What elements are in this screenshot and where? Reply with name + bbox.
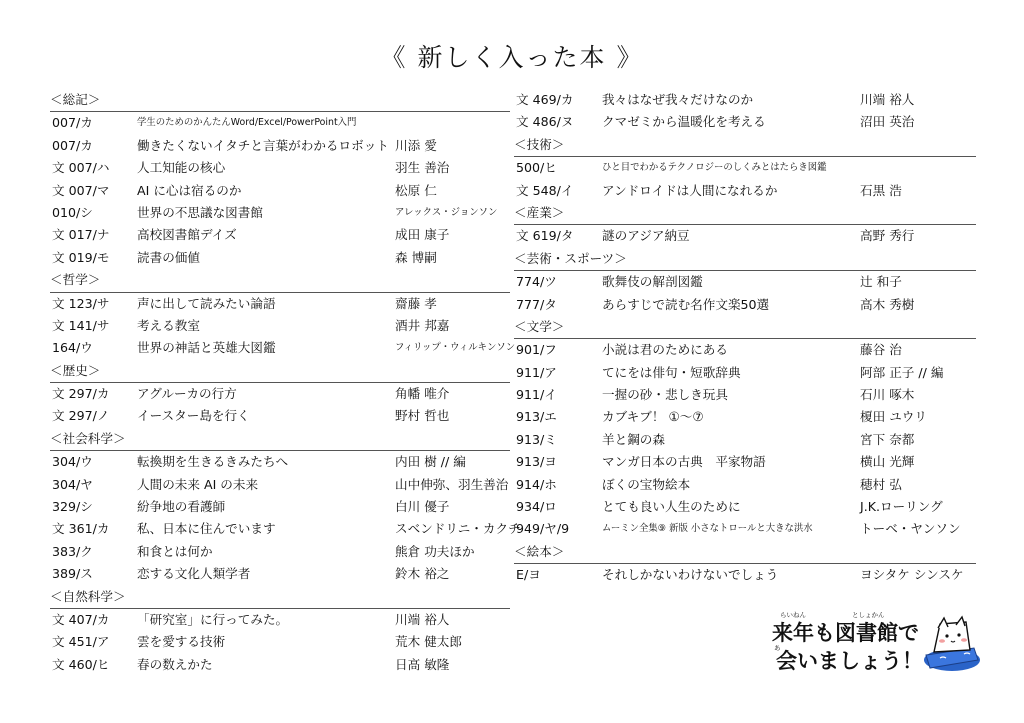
page-title: 《 新しく入った本 》	[380, 43, 644, 72]
call-number: 文 017/ナ	[52, 227, 110, 243]
book-row	[50, 518, 521, 540]
call-number: 911/ア	[516, 364, 557, 380]
book-row	[50, 157, 510, 179]
book-title: 紛争地の看護師	[137, 499, 226, 515]
book-author: 熊倉 功夫ほか	[395, 543, 475, 559]
book-author: 山中伸弥、羽生善治	[395, 476, 509, 492]
book-row	[50, 405, 510, 427]
call-number: 500/ヒ	[516, 160, 557, 176]
book-title: 転換期を生きるきみたちへ	[137, 454, 289, 470]
call-number: 934/ロ	[516, 499, 557, 515]
call-number: 007/カ	[52, 115, 93, 131]
book-author: 内田 樹 // 編	[395, 454, 466, 470]
book-author: 沼田 英治	[860, 114, 915, 130]
book-title: イースター島を行く	[137, 408, 250, 424]
call-number: 383/ク	[52, 543, 93, 559]
book-author: J.K.ローリング	[860, 499, 943, 515]
category-heading: ＜芸術・スポーツ＞	[514, 248, 976, 271]
logo-art	[768, 608, 984, 678]
book-row	[50, 631, 510, 653]
book-title: 歌舞伎の解剖図鑑	[602, 274, 703, 290]
book-row	[50, 654, 510, 676]
book-title: それしかないわけないでしょう	[602, 567, 779, 583]
book-author: 高野 秀行	[860, 228, 915, 244]
left-column	[50, 89, 521, 676]
category-heading: ＜自然科学＞	[50, 586, 510, 609]
call-number: 文 019/モ	[52, 249, 110, 265]
book-title: 羊と鋼の森	[602, 431, 665, 447]
closing-message-logo	[768, 608, 984, 678]
call-number: 007/カ	[52, 137, 93, 153]
logo-ruby-a: あ	[774, 644, 781, 652]
book-row	[50, 541, 510, 563]
call-number: 774/ツ	[516, 274, 557, 290]
category-heading: ＜産業＞	[514, 202, 976, 225]
book-row	[50, 383, 510, 405]
book-row	[514, 111, 976, 133]
book-author: 齋藤 孝	[395, 295, 437, 311]
book-title: 恋する文化人類学者	[137, 566, 251, 582]
book-row	[514, 89, 976, 111]
category-heading: ＜技術＞	[514, 134, 976, 157]
book-title: ムーミン全集⑨ 新版 小さなトロールと大きな洪水	[602, 523, 813, 535]
book-row	[514, 474, 976, 496]
book-row	[50, 337, 516, 359]
book-title: ひと目でわかるテクノロジーのしくみとはたらき図鑑	[602, 162, 827, 174]
book-author: 辻 和子	[860, 274, 902, 290]
book-title: 高校図書館デイズ	[137, 227, 237, 243]
book-title: 我々はなぜ我々だけなのか	[602, 92, 754, 107]
cat-on-book-icon	[924, 617, 980, 671]
book-author: 川端 裕人	[395, 611, 450, 627]
book-title: とても良い人生のために	[602, 499, 741, 515]
book-author: 穂村 弘	[860, 476, 902, 492]
call-number: 文 548/イ	[516, 182, 574, 198]
book-author: ヨシタケ シンスケ	[860, 567, 964, 583]
call-number: 文 619/タ	[516, 228, 574, 244]
book-title: マンガ日本の古典 平家物語	[602, 454, 766, 470]
logo-ruby-rainen: らいねん	[780, 611, 806, 619]
category-heading: ＜社会科学＞	[50, 428, 510, 451]
book-title: 学生のためのかんたんWord/Excel/PowerPoint入門	[137, 117, 357, 129]
call-number: 文 297/カ	[52, 386, 110, 402]
book-row	[50, 180, 510, 202]
book-title: てにをは俳句・短歌辞典	[602, 364, 741, 380]
book-row	[514, 496, 976, 518]
call-number: 901/フ	[516, 342, 557, 358]
logo-line-2: 会いましょう！	[776, 649, 923, 673]
book-title: 世界の不思議な図書館	[137, 204, 263, 220]
book-row	[514, 451, 976, 473]
book-row	[50, 563, 510, 585]
book-title: 人工知能の核心	[137, 160, 226, 176]
book-author: 森 博嗣	[395, 249, 437, 265]
book-author: 阿部 正子 // 編	[860, 364, 944, 380]
book-row	[50, 451, 510, 473]
book-author: 白川 優子	[395, 499, 450, 515]
call-number: 文 123/サ	[52, 295, 110, 311]
book-title: 考える教室	[137, 317, 200, 333]
call-number: 文 469/カ	[516, 92, 574, 107]
book-author: 横山 光輝	[860, 454, 915, 470]
logo-ruby-toshokan: としょかん	[852, 611, 885, 619]
call-number: 文 007/マ	[52, 182, 110, 198]
book-title: 謎のアジア納豆	[602, 228, 690, 244]
category-heading: ＜歴史＞	[50, 360, 510, 383]
book-author: 宮下 奈都	[860, 431, 915, 447]
book-row	[50, 496, 510, 518]
book-author: 藤谷 治	[860, 342, 902, 358]
call-number: 164/ウ	[52, 340, 93, 356]
book-row	[514, 157, 976, 179]
call-number: 913/ヨ	[516, 454, 557, 470]
book-row	[50, 112, 510, 134]
book-author: 川端 裕人	[860, 92, 915, 107]
book-row	[514, 429, 976, 451]
book-row	[514, 294, 976, 316]
call-number: 777/タ	[516, 296, 557, 312]
category-heading: ＜哲学＞	[50, 269, 510, 292]
call-number: 304/ヤ	[52, 476, 93, 492]
call-number: 913/ミ	[516, 431, 557, 447]
book-title: 和食とは何か	[137, 543, 213, 559]
book-row	[50, 247, 510, 269]
book-author: 荒木 健太郎	[395, 634, 462, 650]
book-title: 声に出して読みたい論語	[137, 295, 276, 311]
call-number: 文 486/ヌ	[516, 114, 574, 130]
call-number: 文 297/ノ	[52, 408, 110, 424]
book-row	[50, 474, 510, 496]
book-row	[50, 293, 510, 315]
book-title: カブキブ！ ①～⑦	[602, 409, 704, 425]
book-author: トーベ・ヤンソン	[860, 521, 961, 537]
call-number: 文 451/ア	[52, 634, 110, 650]
book-row	[50, 202, 510, 224]
call-number: 010/シ	[52, 204, 93, 220]
book-title: クマゼミから温暖化を考える	[602, 114, 766, 130]
book-author: スベンドリニ・カクチ	[395, 521, 521, 537]
book-row	[514, 518, 976, 540]
book-title: アンドロイドは人間になれるか	[602, 182, 778, 198]
book-row	[50, 609, 510, 631]
right-column	[514, 89, 976, 587]
book-author: 榎田 ユウリ	[860, 409, 927, 425]
book-author: 野村 哲也	[395, 408, 450, 424]
book-author: 角幡 唯介	[395, 386, 450, 402]
book-author: アレックス・ジョンソン	[395, 206, 498, 218]
book-author: 羽生 善治	[395, 160, 450, 176]
call-number: 329/シ	[52, 499, 93, 515]
call-number: 文 361/カ	[52, 521, 110, 537]
book-title: AI に心は宿るのか	[137, 182, 242, 198]
book-title: アグルーカの行方	[137, 386, 237, 402]
book-title: あらすじで読む名作文楽50選	[602, 296, 770, 312]
call-number: 文 407/カ	[52, 611, 110, 627]
book-author: 石川 啄木	[860, 387, 915, 403]
call-number: 911/イ	[516, 387, 557, 403]
call-number: 304/ウ	[52, 454, 93, 470]
book-author: 石黒 浩	[860, 182, 902, 198]
book-row	[514, 384, 976, 406]
category-heading: ＜絵本＞	[514, 541, 976, 564]
book-title: 春の数えかた	[137, 656, 213, 672]
book-author: 高木 秀樹	[860, 296, 915, 312]
call-number: 文 007/ハ	[52, 160, 110, 176]
book-row	[514, 406, 976, 428]
book-row	[514, 564, 976, 586]
category-heading: ＜文学＞	[514, 316, 976, 339]
call-number: 文 460/ヒ	[52, 656, 110, 672]
book-author: 酒井 邦嘉	[395, 317, 450, 333]
book-title: 「研究室」に行ってみた。	[137, 611, 289, 627]
book-row	[50, 224, 510, 246]
call-number: 文 141/サ	[52, 317, 110, 333]
book-title: 世界の神話と英雄大図鑑	[137, 340, 276, 356]
book-row	[514, 271, 976, 293]
book-author: フィリップ・ウィルキンソン	[395, 342, 516, 354]
book-author: 川添 愛	[395, 137, 437, 153]
book-row	[514, 339, 976, 361]
category-heading: ＜総記＞	[50, 89, 510, 112]
book-title: 働きたくないイタチと言葉がわかるロボット	[137, 137, 389, 153]
call-number: 949/ヤ/9	[516, 521, 570, 537]
call-number: 914/ホ	[516, 476, 557, 492]
call-number: 389/ス	[52, 566, 93, 582]
logo-line-1: 来年も図書館で	[772, 621, 919, 645]
book-title: 読書の価値	[137, 249, 200, 265]
book-title: 私、日本に住んでいます	[137, 521, 276, 537]
call-number: 913/エ	[516, 409, 557, 425]
book-title: ぼくの宝物絵本	[602, 476, 691, 492]
book-title: 一握の砂・悲しき玩具	[602, 387, 728, 403]
book-author: 日高 敏隆	[395, 656, 450, 672]
book-author: 成田 康子	[395, 227, 450, 243]
book-author: 鈴木 裕之	[395, 566, 450, 582]
book-title: 小説は君のためにある	[602, 342, 728, 358]
book-row	[514, 180, 976, 202]
book-row	[50, 315, 510, 337]
book-title: 雲を愛する技術	[137, 634, 226, 650]
call-number: E/ヨ	[516, 567, 541, 583]
book-row	[514, 362, 976, 384]
book-title: 人間の未来 AI の未来	[137, 476, 259, 492]
book-author: 松原 仁	[395, 182, 437, 198]
book-row	[514, 225, 976, 247]
book-row	[50, 135, 510, 157]
